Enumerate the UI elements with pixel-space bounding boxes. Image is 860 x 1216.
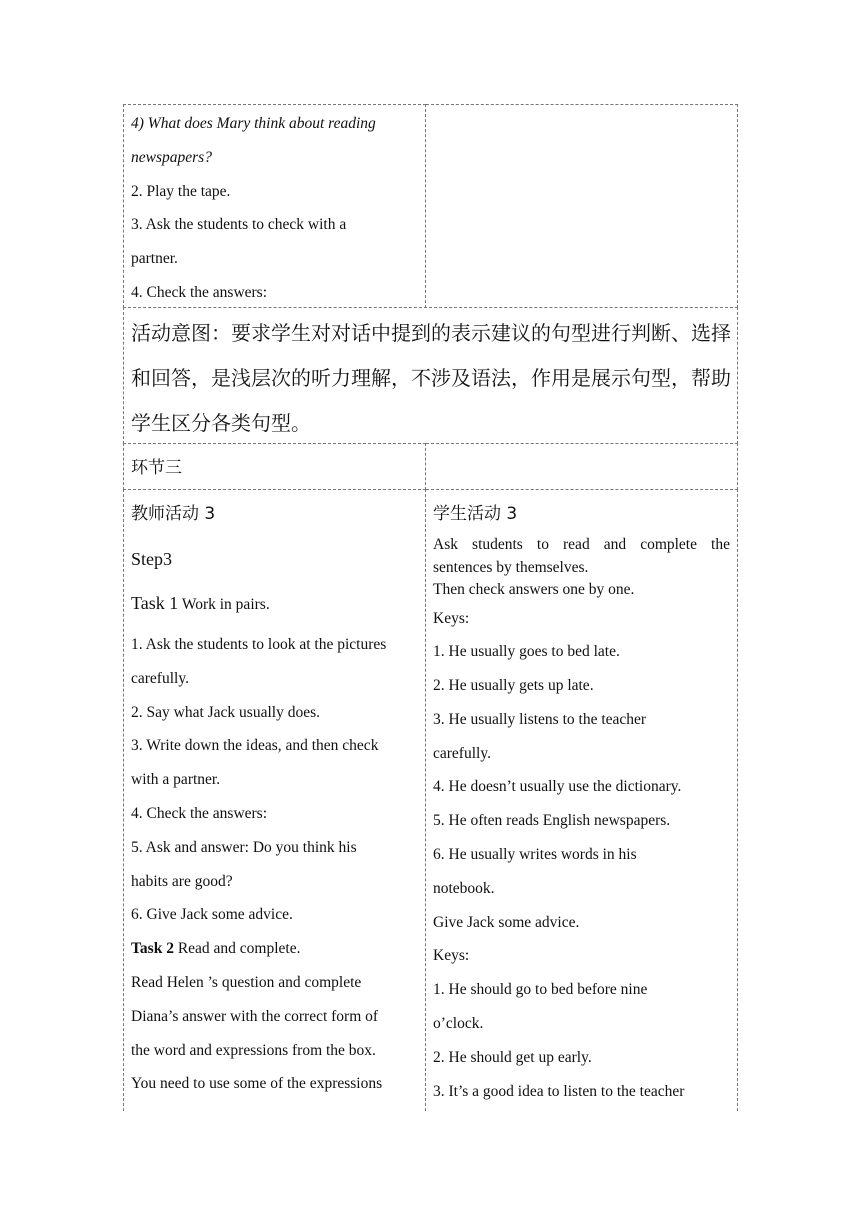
- teacher-item-2: 2. Say what Jack usually does.: [131, 703, 320, 721]
- advice-1b: o’clock.: [433, 1015, 484, 1033]
- intent-line2: 和回答，是浅层次的听力理解，不涉及语法，作用是展示句型，帮助: [131, 366, 731, 390]
- check-partner-line1: 3. Ask the students to check with a: [131, 216, 347, 234]
- task2-instruction-4: You need to use some of the expressions: [131, 1075, 383, 1093]
- teacher-item-3a: 3. Write down the ideas, and then check: [131, 737, 379, 755]
- task1-label: Task 1: [131, 593, 179, 613]
- intent-line3: 学生区分各类句型。: [131, 411, 311, 435]
- teacher-activity-cell: [123, 489, 426, 1111]
- key-2: 2. He usually gets up late.: [433, 677, 594, 695]
- advice-1a: 1. He should go to bed before nine: [433, 981, 648, 999]
- key-4: 4. He doesn’t usually use the dictionary.: [433, 778, 682, 796]
- teacher-item-3b: with a partner.: [131, 771, 221, 789]
- keys2-label: Keys:: [433, 947, 470, 965]
- teacher-activity-heading: 教师活动 3: [131, 504, 216, 524]
- keys-label: Keys:: [433, 609, 470, 627]
- question-4-line2: newspapers?: [131, 148, 212, 166]
- task2-instruction-1: Read Helen ’s question and complete: [131, 973, 362, 991]
- task2-instruction-3: the word and expressions from the box.: [131, 1041, 376, 1059]
- student-intro-line2: sentences by themselves.: [433, 558, 589, 576]
- key-1: 1. He usually goes to bed late.: [433, 643, 620, 661]
- key-3a: 3. He usually listens to the teacher: [433, 710, 647, 728]
- student-activity-cell: [426, 489, 738, 1111]
- key-3b: carefully.: [433, 744, 491, 762]
- teacher-item-6: 6. Give Jack some advice.: [131, 906, 293, 924]
- task2-text: Read and complete.: [173, 940, 301, 958]
- task2-line: [131, 932, 418, 966]
- check-partner-line2: partner.: [131, 250, 178, 268]
- intent-line1: 活动意图：要求学生对对话中提到的表示建议的句型进行判断、选择: [131, 321, 731, 345]
- check-answers-text: 4. Check the answers:: [131, 283, 268, 301]
- row1-right-cell: [426, 104, 738, 308]
- advice-2: 2. He should get up early.: [433, 1048, 592, 1066]
- task1-line: [131, 588, 418, 620]
- play-tape-text: 2. Play the tape.: [131, 182, 231, 200]
- key-5: 5. He often reads English newspapers.: [433, 812, 671, 830]
- teacher-item-1a: 1. Ask the students to look at the pictures: [131, 636, 387, 653]
- teacher-item-4: 4. Check the answers:: [131, 804, 268, 822]
- teacher-item-5b: habits are good?: [131, 872, 233, 890]
- key-6a: 6. He usually writes words in his: [433, 846, 637, 864]
- row1-left-cell: [123, 104, 426, 308]
- student-activity-heading: 学生活动 3: [433, 504, 518, 524]
- key-6b: notebook.: [433, 879, 495, 897]
- advice-label: Give Jack some advice.: [433, 913, 580, 931]
- activity-intent-cell: [123, 307, 738, 444]
- section-title-cell: [123, 443, 426, 490]
- student-intro-line1: Ask students to read and complete the: [433, 536, 730, 553]
- student-intro-line3: Then check answers one by one.: [433, 581, 635, 598]
- teacher-item-1b: carefully.: [131, 669, 189, 687]
- question-4-line1: 4) What does Mary think about reading: [131, 115, 376, 132]
- teacher-item-5a: 5. Ask and answer: Do you think his: [131, 838, 357, 856]
- task2-instruction-2: Diana’s answer with the correct form of: [131, 1007, 379, 1025]
- task1-text: Work in pairs.: [178, 596, 270, 613]
- section-title: 环节三: [131, 458, 182, 478]
- section-empty-cell: [426, 443, 738, 490]
- task2-label: Task 2: [131, 940, 174, 958]
- step-label: Step3: [131, 549, 173, 569]
- advice-3: 3. It’s a good idea to listen to the teacher: [433, 1082, 685, 1100]
